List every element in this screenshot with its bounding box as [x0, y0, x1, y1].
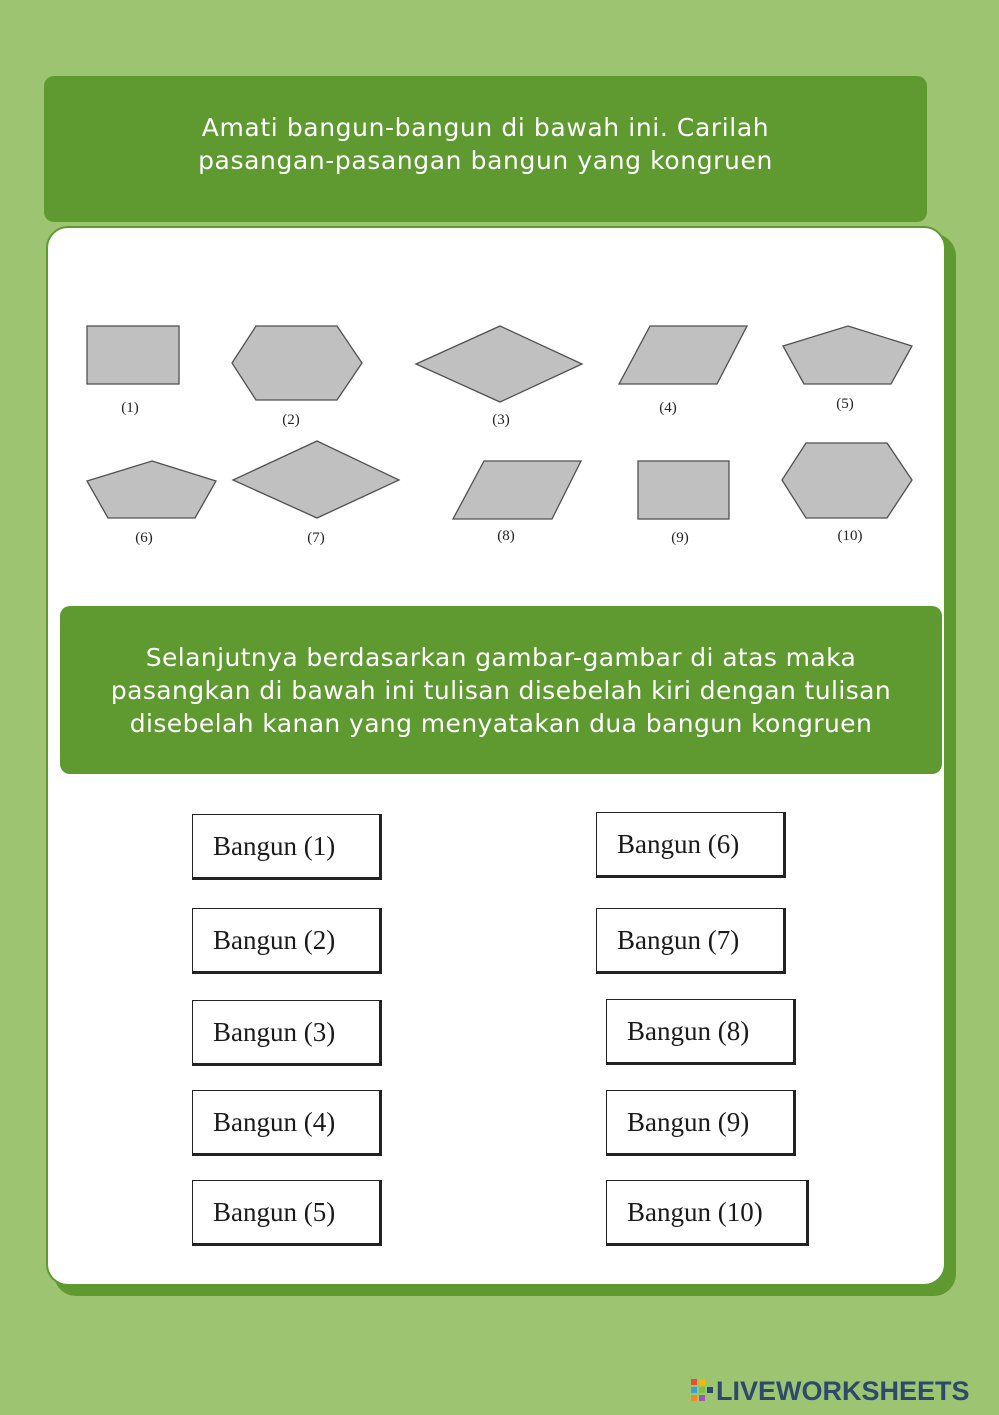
liveworksheets-logo-text: LIVEWORKSHEETS [716, 1375, 970, 1406]
shape-9-rectangle [638, 461, 729, 519]
match-right-item[interactable]: Bangun (7) [596, 908, 786, 974]
shape-8-parallelogram [453, 461, 581, 519]
shapes-figure [78, 318, 923, 558]
instruction-text-top: Amati bangun-bangun di bawah ini. Carilah pasangan-pasangan bangun yang kongruen [198, 113, 773, 175]
shape-label-7: (7) [307, 530, 325, 546]
instruction-banner-top [44, 76, 927, 222]
shape-label-10: (10) [837, 528, 863, 544]
instruction-text-middle: Selanjutnya berdasarkan gambar-gambar di atas maka pasangkan di bawah ini tulisan disebelah kiri dengan tulisan disebelah kanan yang menyatakan dua bangun kongruen [110, 642, 892, 738]
shape-label-6: (6) [135, 530, 153, 546]
match-left-item[interactable]: Bangun (3) [192, 1000, 382, 1066]
match-left-item[interactable]: Bangun (2) [192, 908, 382, 974]
shape-label-1: (1) [121, 400, 139, 416]
shape-label-9: (9) [671, 530, 689, 546]
instruction-banner-middle [60, 606, 942, 774]
shape-label-4: (4) [659, 400, 677, 416]
match-left-item[interactable]: Bangun (1) [192, 814, 382, 880]
match-right-item[interactable]: Bangun (9) [606, 1090, 796, 1156]
match-left-item[interactable]: Bangun (4) [192, 1090, 382, 1156]
shape-6-pentagon [87, 461, 216, 518]
shape-4-parallelogram [619, 326, 747, 384]
liveworksheets-logo-icon [690, 1378, 714, 1404]
shape-label-3: (3) [492, 412, 510, 428]
shape-label-8: (8) [497, 528, 515, 544]
shape-label-5: (5) [836, 396, 854, 412]
match-right-item[interactable]: Bangun (6) [596, 812, 786, 878]
shape-3-rhombus [416, 326, 582, 402]
match-left-item[interactable]: Bangun (5) [192, 1180, 382, 1246]
liveworksheets-logo[interactable] [690, 1374, 970, 1408]
shape-1-rectangle [87, 326, 179, 384]
shape-10-hexagon [782, 443, 912, 518]
shape-label-2: (2) [282, 412, 300, 428]
shape-2-hexagon [232, 326, 362, 400]
shape-5-pentagon [783, 326, 912, 384]
match-right-item[interactable]: Bangun (10) [606, 1180, 809, 1246]
match-right-item[interactable]: Bangun (8) [606, 999, 796, 1065]
shape-7-rhombus [233, 441, 399, 518]
